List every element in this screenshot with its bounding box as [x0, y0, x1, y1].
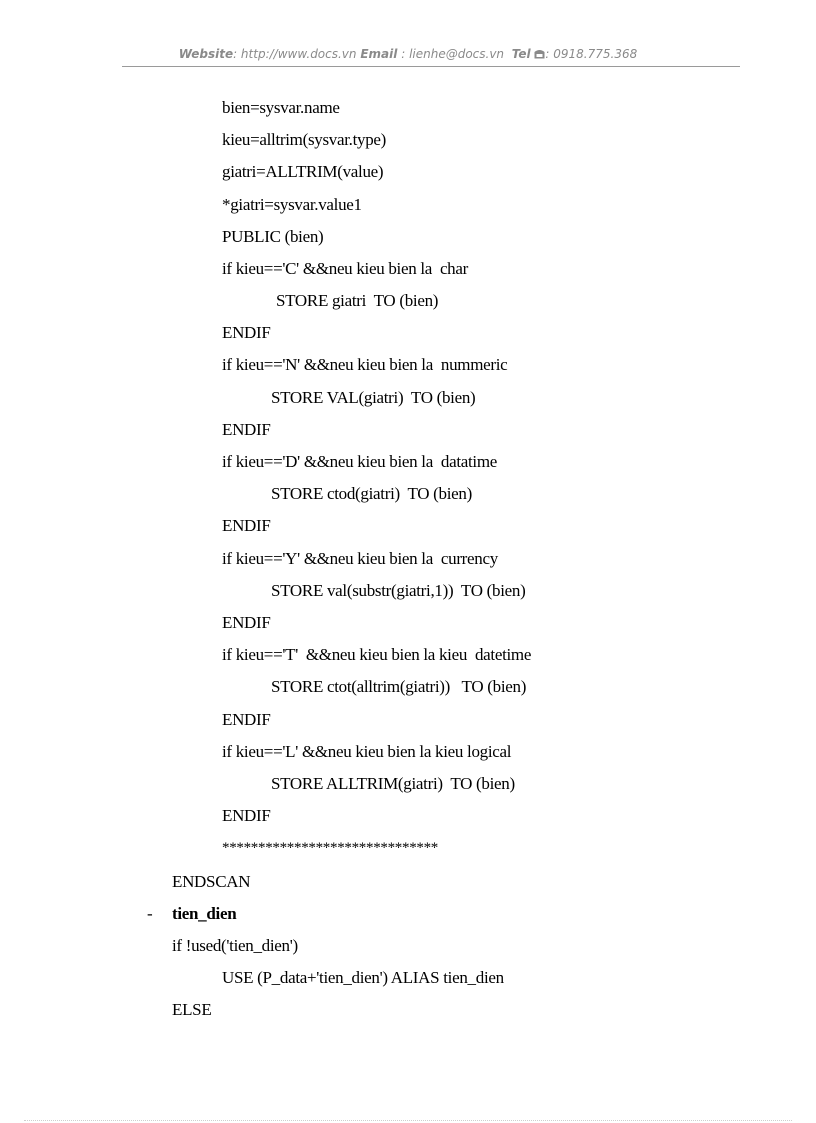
tel-label: Tel — [511, 47, 531, 61]
code-line: ENDIF — [222, 420, 271, 439]
phone-icon — [534, 49, 545, 59]
website-label: Website — [178, 47, 234, 61]
code-line: if kieu=='Y' &&neu kieu bien la currency — [222, 549, 498, 568]
code-line: STORE VAL(giatri) TO (bien) — [271, 388, 476, 407]
code-line: bien=sysvar.name — [222, 98, 340, 117]
code-line: STORE ALLTRIM(giatri) TO (bien) — [271, 774, 515, 793]
code-line: STORE ctot(alltrim(giatri)) TO (bien) — [271, 677, 527, 696]
section-heading: tien_dien — [172, 904, 237, 923]
code-line: if kieu=='L' &&neu kieu bien la kieu logical — [222, 742, 512, 761]
code-line: ENDIF — [222, 613, 271, 632]
code-line: ENDSCAN — [172, 872, 251, 891]
code-line: USE (P_data+'tien_dien') ALIAS tien_dien — [222, 968, 504, 987]
code-line: if kieu=='D' &&neu kieu bien la datatime — [222, 452, 498, 471]
code-line: STORE ctod(giatri) TO (bien) — [271, 484, 472, 503]
code-separator: ****************************** — [222, 840, 439, 856]
list-bullet: - — [147, 904, 153, 923]
code-line: ENDIF — [222, 516, 271, 535]
code-line: kieu=alltrim(sysvar.type) — [222, 130, 387, 149]
page-header — [0, 47, 816, 61]
code-line: ENDIF — [222, 806, 271, 825]
code-line: *giatri=sysvar.value1 — [222, 195, 362, 214]
tel-value: : 0918.775.368 — [545, 47, 638, 61]
email-label: Email — [360, 47, 398, 61]
code-line: ELSE — [172, 1000, 212, 1019]
code-line: ENDIF — [222, 323, 271, 342]
code-line: STORE giatri TO (bien) — [276, 291, 439, 310]
code-line: if kieu=='N' &&neu kieu bien la nummeric — [222, 355, 508, 374]
code-line: if kieu=='C' &&neu kieu bien la char — [222, 259, 468, 278]
code-line: STORE val(substr(giatri,1)) TO (bien) — [271, 581, 526, 600]
code-line: PUBLIC (bien) — [222, 227, 324, 246]
page-bottom-border — [24, 1120, 792, 1121]
header-divider — [122, 66, 740, 67]
email-value: : lienhe@docs.vn — [397, 47, 505, 61]
code-line: if !used('tien_dien') — [172, 936, 298, 955]
code-line: if kieu=='T' &&neu kieu bien la kieu datetime — [222, 645, 532, 664]
code-line: ENDIF — [222, 710, 271, 729]
code-line: giatri=ALLTRIM(value) — [222, 162, 384, 181]
website-value: : http://www.docs.vn — [233, 47, 357, 61]
